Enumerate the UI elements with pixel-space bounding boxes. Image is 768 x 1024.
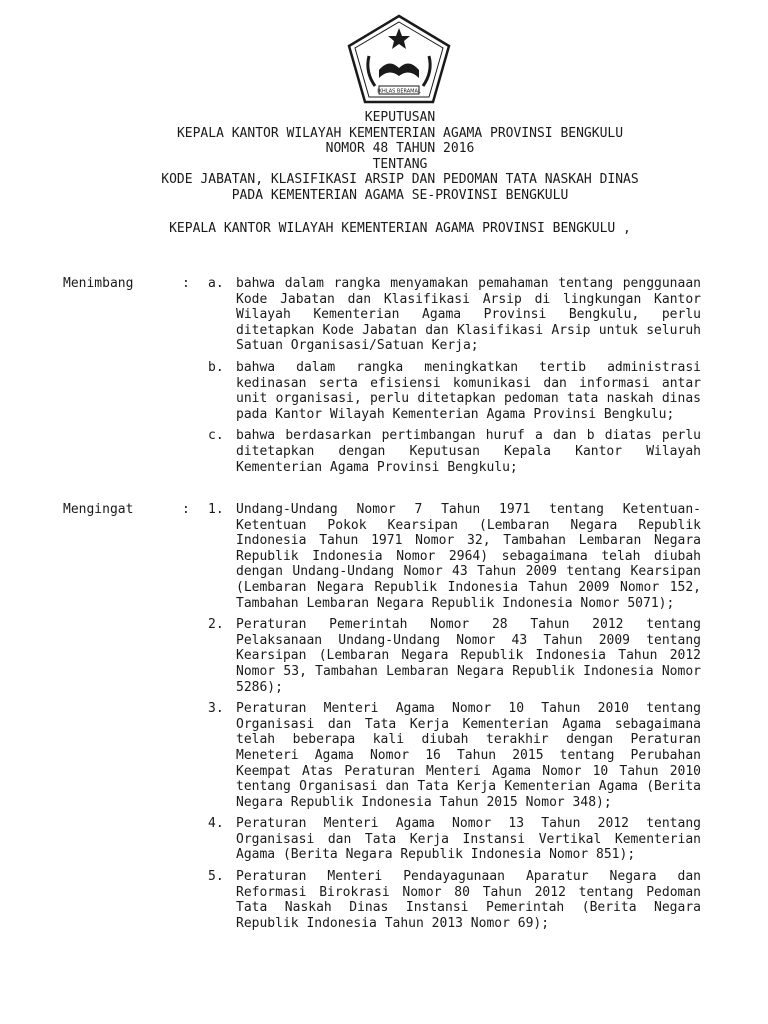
list-item [208,502,701,611]
official-title: KEPALA KANTOR WILAYAH KEMENTERIAN AGAMA PROVINSI BENGKULU , [169,220,631,236]
item-text: Peraturan Menteri Agama Nomor 10 Tahun 2010 tentang Organisasi dan Tata Kerja Kementerian Agama sebagaimana telah beberapa kali diubah terakhir dengan Peraturan Meneteri Agama Nomor 16 Tahun 2015 tentang Perubahan Keempat Atas Peraturan Menteri Agama Nomor 10 Tahun 2010 tentang Organisasi dan Tata Kerja Kementerian Agama (Berita Negara Republik Indonesia Tahun 2015 Nomor 348); [236,701,701,810]
item-marker: 3. [208,701,224,717]
decree-heading [60,110,740,236]
item-marker: 1. [208,502,224,517]
item-text: Peraturan Menteri Agama Nomor 13 Tahun 2012 tentang Organisasi dan Tata Kerja Instansi Vertikal Kementerian Agama (Berita Negara Republik Indonesia Nomor 851); [236,816,701,863]
decree-type: KEPUTUSAN [364,110,436,125]
item-marker: a. [208,276,224,291]
item-text: Peraturan Menteri Pendayagunaan Aparatur Negara dan Reformasi Birokrasi Nomor 80 Tahun 2012 tentang Pedoman Tata Naskah Dinas Instansi Pemerintah (Berita Negara Republik Indonesia Tahun 2013 Nomor 69); [236,869,701,931]
list-item [208,428,701,475]
item-marker: 5. [208,869,224,885]
issuing-office: KEPALA KANTOR WILAYAH KEMENTERIAN AGAMA PROVINSI BENGKULU [176,125,624,141]
decree-subject-line-1: KODE JABATAN, KLASIFIKASI ARSIP DAN PEDOMAN TATA NASKAH DINAS [161,172,639,188]
item-text: bahwa dalam rangka meningkatkan tertib administrasi kedinasan serta efisiensi komunikasi dan informasi antar unit organisasi, perlu ditetapkan pedoman tata naskah dinas pada Kantor Wilayah Kementerian Agama Provinsi Bengkulu; [236,359,701,422]
item-text: bahwa dalam rangka menyamakan pemahaman tentang penggunaan Kode Jabatan dan Klasifikasi Arsip di lingkungan Kantor Wilayah Kementerian Agama Provinsi Bengkulu, perlu ditetapkan Kode Jabatan dan Klasifikasi Arsip untuk seluruh Satuan Organisasi/Satuan Kerja; [236,276,701,354]
item-text: Peraturan Pemerintah Nomor 28 Tahun 2012 tentang Pelaksanaan Undang-Undang Nomor 43 Tahun 2009 tentang Kearsipan (Lembaran Negara Republik Indonesia Tahun 2012 Nomor 53, Tambahan Lembaran Negara Republik Indonesia Nomor 5286); [236,617,701,695]
section-colon: : [182,502,190,517]
decree-number: NOMOR 48 TAHUN 2016 [325,141,475,157]
item-text: Undang-Undang Nomor 7 Tahun 1971 tentang Ketentuan-Ketentuan Pokok Kearsipan (Lembaran Negara Republik Indonesia Tahun 1971 Nomor 32, Tambahan Lembaran Negara Republik Indonesia Nomor 2964) sebagaimana telah diubah dengan Undang-Undang Nomor 43 Tahun 2009 tentang Kearsipan (Lembaran Negara Republik Indonesia Tahun 2009 Nomor 152, Tambahan Lembaran Negara Republik Indonesia Nomor 5071); [236,502,701,611]
list-item [208,701,701,810]
list-item [208,276,701,354]
about-label: TENTANG [372,156,428,172]
list-item [208,360,701,422]
item-marker: 4. [208,816,224,832]
list-item [208,869,701,931]
svg-text:IKHLAS BERAMAL: IKHLAS BERAMAL [377,88,421,95]
ministry-emblem-icon [339,12,459,108]
section-label: Mengingat [63,502,134,517]
list-item [208,816,701,863]
item-marker: 2. [208,617,224,633]
decree-subject-line-2: PADA KEMENTERIAN AGAMA SE-PROVINSI BENGKULU [231,187,569,203]
item-marker: c. [208,428,224,444]
item-marker: b. [208,359,224,375]
list-item [208,617,701,695]
section-label: Menimbang [63,276,134,291]
section-colon: : [182,276,190,291]
item-text: bahwa berdasarkan pertimbangan huruf a dan b diatas perlu ditetapkan dengan Keputusan Kepala Kantor Wilayah Kementerian Agama Provinsi Bengkulu; [236,428,701,475]
